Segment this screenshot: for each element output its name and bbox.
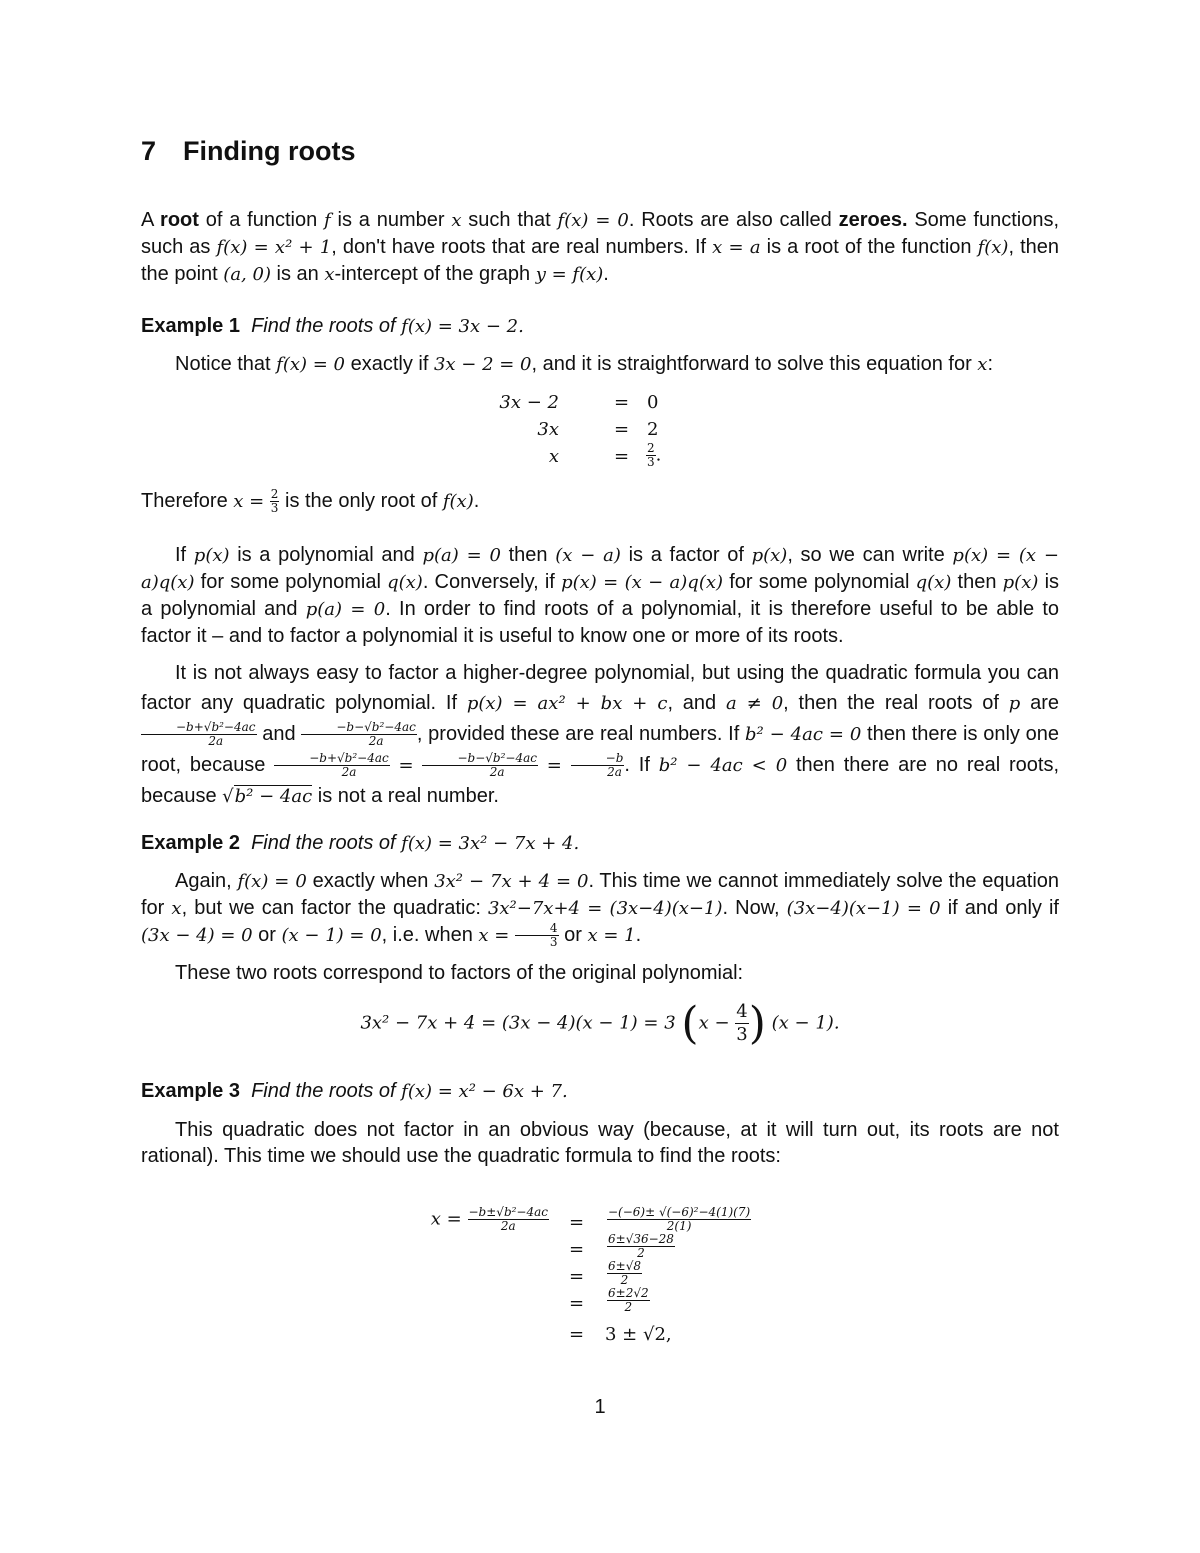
quadratic-paragraph: It is not always easy to factor a higher-degree polynomial, but using the quadratic formula you can factor any quadratic polynomial. If p(x) = ax² + bx + c, and a ≠ 0, then the real roots of p are $\frac{\text{−b+√b²−4ac}}{2a}$ and $\frac{\text{−b−√b²−4ac}}{2a}$ , provided these are real numbers. If b² − 4ac = 0 then there is only one root, because $\frac{\text{−b+√b²−4ac}}{2a}$ = $\frac{\text{−b−√b²−4ac}}{2a}$ = $\frac{-b}{2a}$ . If b² − 4ac < 0 then there are no real roots, because √b² − 4ac is not a real number. — [141, 662, 1060, 807]
eq-rhs: $\frac{2}{3}$ . — [647, 441, 662, 469]
eq-lhs: x = $\frac{\text{−b±√b²−4ac}}{2a}$ — [430, 1205, 548, 1233]
example-2-roots-note: These two roots correspond to factors of the original polynomial: — [175, 962, 744, 984]
intro-paragraph: A root of a function f is a number x such that f(x) = 0. Roots are also called zeroes. Some functions, such as f(x) = x² + 1, don't have roots that are real numbers. If x = a is a root of the function f(x), then the point (a, 0) is an x-intercept of the graph y = f(x). — [141, 209, 1060, 285]
eq-rel: = — [614, 419, 630, 440]
eq-rhs: $\frac{6\pm√8}{2}$ — [608, 1259, 641, 1287]
eq-rhs: 2 — [647, 419, 659, 440]
page-number: 1 — [594, 1396, 606, 1418]
eq-rhs: 3 ± √2, — [605, 1324, 672, 1345]
example-3-text: This quadratic does not factor in an obvious way (because, at it will turn out, its roots are not rational). This time we should use the quadratic formula to find the roots: — [141, 1119, 1059, 1167]
example-2-heading: Example 2 Find the roots of f(x) = 3x² − 7x + 4. — [141, 832, 580, 854]
example-2-display-equation: 3x² − 7x + 4 = (3x − 4)(x − 1) = 3 (x − $\frac{4}{3}$ ) (x − 1). — [360, 998, 840, 1049]
eq-rhs: $\frac{6\pm√36-28}{2}$ — [608, 1232, 674, 1260]
eq-rel: = — [614, 446, 630, 467]
section-number: 7 — [141, 136, 157, 166]
example-2-text: Again, f(x) = 0 exactly when 3x² − 7x + 4 = 0. This time we cannot immediately solve the equation for x, but we can factor the quadratic: 3x²−7x+4 = (3x−4)(x−1). Now, (3x−4)(x−1) = 0 if and only if (3x − 4) = 0 or (x − 1) = 0, i.e. when x = $\frac{4}{3}$ or x = 1. — [141, 870, 1060, 950]
section-title: Finding roots — [183, 136, 356, 166]
eq-rel: = — [569, 1239, 585, 1260]
eq-lhs: 3x − 2 — [499, 392, 559, 413]
eq-rel: = — [569, 1266, 585, 1287]
example-1-text: Notice that f(x) = 0 exactly if 3x − 2 = 0, and it is straightforward to solve this equation for x: — [175, 353, 993, 375]
eq-lhs: x — [548, 446, 559, 467]
eq-rel: = — [569, 1293, 585, 1314]
example-1-conclusion: Therefore x = $\frac{2}{3}$ is the only root of f(x). — [141, 487, 480, 516]
eq-rhs: $\frac{6\pm 2√2}{2}$ — [608, 1286, 649, 1314]
section-heading — [141, 136, 355, 167]
factor-paragraph: If p(x) is a polynomial and p(a) = 0 then (x − a) is a factor of p(x), so we can write p(x) = (x − a)q(x) for some polynomial q(x). Conversely, if p(x) = (x − a)q(x) for some polynomial q(x) then p(x) is a polynomial and p(a) = 0. In order to find roots of a polynomial, it is therefore useful to be able to factor it – and to factor a polynomial it is useful to know one or more of its roots. — [141, 544, 1060, 647]
example-1-equation-array — [141, 392, 1059, 472]
example-3-equation-array — [141, 1206, 1059, 1366]
eq-rhs: $\frac{\text{−(−6)± √(−6)²−4(1)(7)}}{2(1)}$ — [608, 1205, 751, 1233]
example-3-heading: Example 3 Find the roots of f(x) = x² − 6x + 7. — [141, 1080, 568, 1102]
eq-rel: = — [614, 392, 630, 413]
eq-rel: = — [569, 1212, 585, 1233]
eq-rhs: 0 — [647, 392, 659, 413]
eq-rel: = — [569, 1324, 585, 1345]
example-1-heading: Example 1 Find the roots of f(x) = 3x − 2. — [141, 315, 524, 337]
eq-lhs: 3x — [537, 419, 559, 440]
